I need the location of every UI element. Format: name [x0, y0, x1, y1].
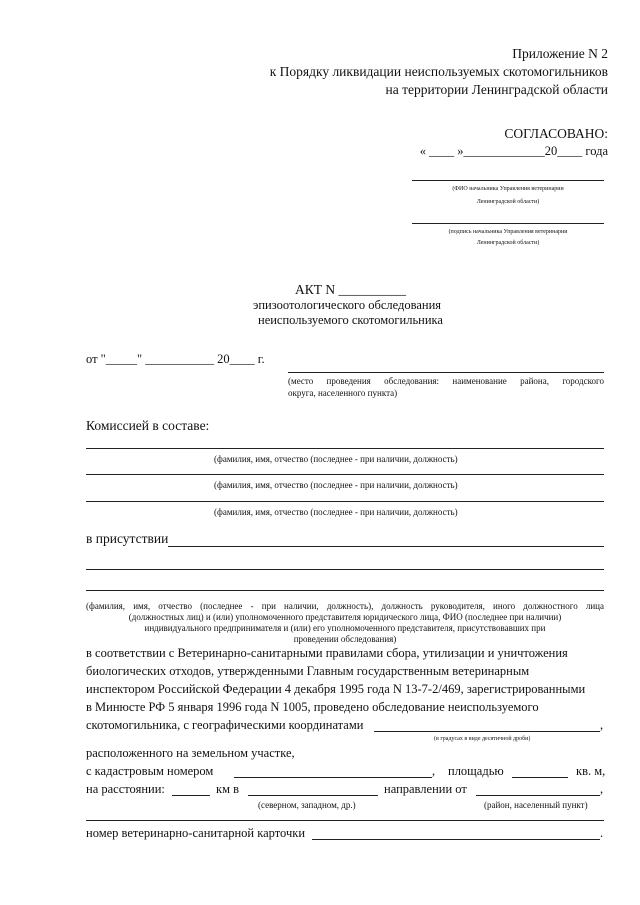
direction-caption: (северном, западном, др.): [258, 800, 356, 810]
appendix-region: на территории Ленинградской области: [385, 82, 608, 97]
presence-line-1: [168, 546, 604, 547]
located-label: расположенного на земельном участке,: [86, 746, 295, 760]
place-caption-2: округа, населенного пункта): [288, 388, 398, 398]
act-subtitle-1: эпизоотологического обследования: [253, 298, 442, 312]
cadastral-label: с кадастровым номером: [86, 764, 214, 778]
card-label: номер ветеринарно-санитарной карточки: [86, 826, 306, 840]
approver-signature-line: [412, 223, 604, 224]
body-line-5: скотомогильника, с географическими координатами: [86, 718, 364, 732]
direction-label: направлении от: [384, 782, 467, 796]
approver-name-caption-1: (ФИО начальника Управления ветеринарии: [452, 186, 564, 192]
card-line: [312, 839, 600, 840]
act-subtitle-2: неиспользуемого скотомогильника: [258, 313, 443, 327]
distance-label: на расстоянии:: [86, 782, 165, 796]
place-caption: (район, населенный пункт): [484, 800, 588, 810]
place-caption-1: (место проведения обследования: наименование района, городского: [288, 376, 604, 386]
presence-line-3: [86, 590, 604, 591]
presence-label: в присутствии: [86, 531, 169, 546]
approver-signature-caption-2: Ленинградской области): [476, 240, 540, 246]
presence-caption-3: индивидуального предпринимателя и (или) его уполномоченного представителя, присутствовавших при: [144, 623, 546, 633]
from-place-line: [476, 795, 600, 796]
act-date: от "_____" ___________ 20____ г.: [86, 352, 265, 366]
presence-caption-2: (должностных лиц) и (или) уполномоченного представителя юридического лица, ФИО (последнее при наличии): [128, 612, 562, 622]
coordinates-caption: (в градусах в виде десятичной дроби): [434, 736, 531, 742]
blank-line: [86, 820, 604, 821]
member-caption-1: (фамилия, имя, отчество (последнее - при наличии, должность): [214, 454, 458, 464]
presence-caption-4: проведении обследования): [293, 634, 397, 644]
member-caption-2: (фамилия, имя, отчество (последнее - при наличии, должность): [214, 480, 458, 490]
direction-line: [248, 795, 378, 796]
area-label: площадью: [448, 764, 504, 778]
approver-name-line: [412, 180, 604, 181]
member-caption-3: (фамилия, имя, отчество (последнее - при наличии, должность): [214, 507, 458, 517]
member-line-3: [86, 501, 604, 502]
presence-caption-1: (фамилия, имя, отчество (последнее - при наличии, должность), должность руководителя, иного должностного лица: [86, 601, 604, 611]
area-line: [512, 777, 568, 778]
area-unit: кв. м,: [576, 764, 606, 778]
presence-line-2: [86, 569, 604, 570]
member-line-1: [86, 448, 604, 449]
approval-date-line: « ____ »_____________20____ года: [419, 144, 608, 158]
coordinates-comma: ,: [600, 718, 604, 732]
from-place-comma: ,: [600, 782, 604, 796]
body-line-3: инспектором Российской Федерации 4 декабря 1995 года N 13-7-2/469, зарегистрированными: [86, 682, 586, 696]
approver-name-caption-2: Ленинградской области): [476, 199, 540, 205]
appendix-reference: к Порядку ликвидации неиспользуемых скотомогильников: [269, 64, 608, 79]
approval-title: СОГЛАСОВАНО:: [504, 126, 608, 141]
cadastral-comma: ,: [432, 764, 436, 778]
body-line-4: в Минюсте РФ 5 января 1996 года N 1005, проведено обследование неиспользуемого: [86, 700, 539, 714]
coordinates-line: [374, 731, 600, 732]
approver-signature-caption-1: (подпись начальника Управления ветеринарии: [448, 229, 568, 235]
place-line: [288, 372, 604, 373]
km-label: км в: [216, 782, 240, 796]
card-period: .: [600, 826, 604, 840]
commission-label: Комиссией в составе:: [86, 418, 210, 433]
body-line-2: биологических отходов, утвержденными Главным государственным ветеринарным: [86, 664, 530, 678]
distance-km-line: [172, 795, 210, 796]
member-line-2: [86, 474, 604, 475]
body-line-1: в соответствии с Ветеринарно-санитарными правилами сбора, утилизации и уничтожения: [86, 646, 568, 660]
cadastral-line: [234, 777, 432, 778]
appendix-number: Приложение N 2: [512, 46, 608, 61]
act-title: АКТ N __________: [295, 282, 406, 297]
